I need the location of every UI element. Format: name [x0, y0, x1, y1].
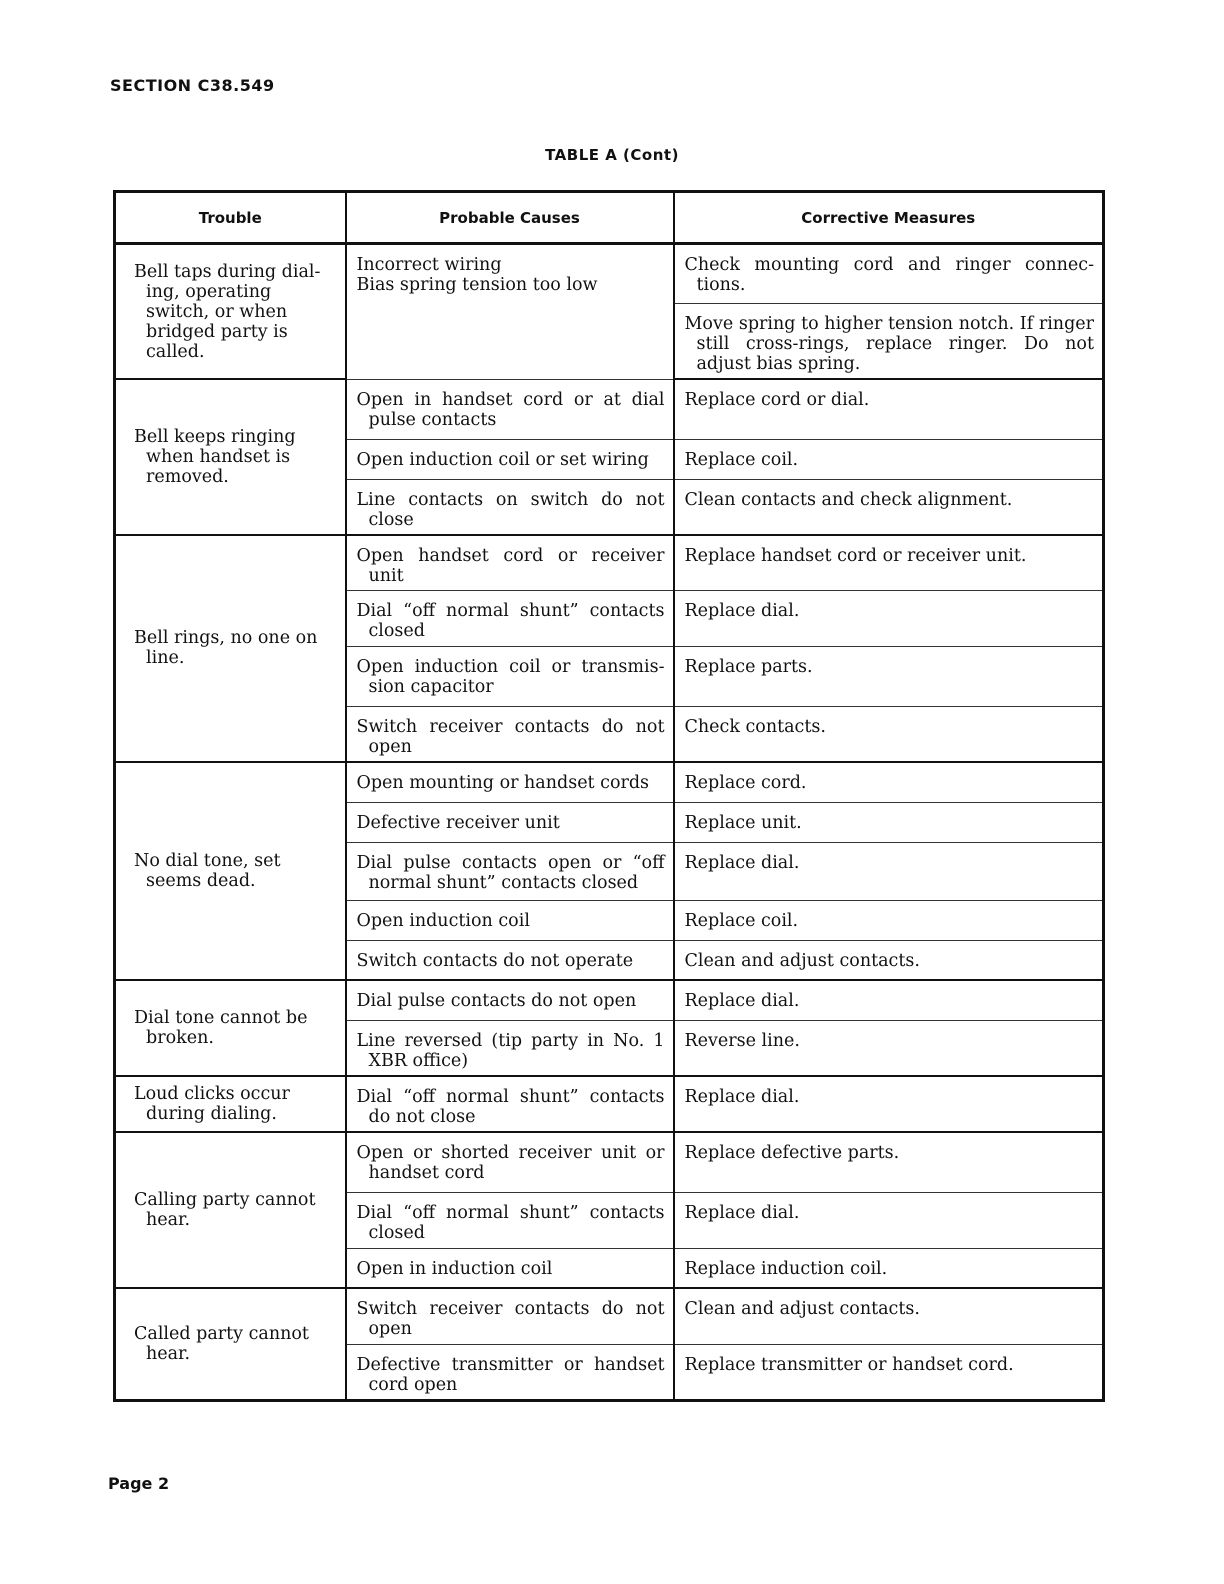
- measure-cell: [674, 980, 1104, 1020]
- table-body: [115, 244, 1104, 1401]
- trouble-cell: [115, 1076, 346, 1132]
- measure-text: Replace cord.: [684, 773, 807, 793]
- measure-cell: [674, 439, 1104, 479]
- measure-cell: [674, 762, 1104, 802]
- cause-cell: [346, 900, 674, 940]
- cause-cell: [346, 379, 674, 439]
- measure-text: Replace dial.: [684, 852, 800, 873]
- measure-text: Reverse line.: [684, 1030, 800, 1051]
- trouble-cell: [115, 762, 346, 980]
- cause-cell: [346, 1132, 674, 1192]
- measure-cell: [674, 479, 1104, 535]
- trouble-text: Bell rings, no one on line.: [134, 628, 318, 669]
- measure-cell: [674, 940, 1104, 980]
- table-row: [115, 1132, 1104, 1192]
- cause-cell: [346, 647, 674, 707]
- measure-cell: [674, 244, 1104, 304]
- cause-text-line: Bias spring tension too low: [356, 275, 598, 295]
- table-row: [115, 1076, 1104, 1132]
- section-header: SECTION C38.549: [110, 76, 275, 95]
- cause-text: Dial “off normal shunt” contacts closed: [356, 1202, 665, 1243]
- trouble-text: No dial tone, set seems dead.: [134, 851, 281, 891]
- measure-text: Replace parts.: [684, 657, 813, 677]
- cause-text: Switch contacts do not operate: [356, 950, 634, 971]
- measure-cell: [674, 379, 1104, 439]
- cause-cell: [346, 479, 674, 535]
- trouble-text: Dial tone cannot be broken.: [134, 1008, 308, 1048]
- cause-text: Dial pulse contacts open or “off normal shunt” contacts closed: [356, 852, 665, 893]
- measure-text: Replace cord or dial.: [684, 390, 870, 410]
- measure-cell: [674, 900, 1104, 940]
- measure-text: Clean and adjust contacts.: [684, 1299, 920, 1319]
- measure-text: Check mounting cord and ringer connec-tions.: [684, 255, 1094, 295]
- cause-text: Open mounting or handset cords: [356, 773, 650, 793]
- trouble-cell: [115, 1288, 346, 1400]
- cause-cell: [346, 1076, 674, 1132]
- measure-cell: [674, 1248, 1104, 1288]
- trouble-cell: [115, 244, 346, 380]
- cause-text: Switch receiver contacts do not open: [356, 717, 665, 757]
- cause-text: Switch receiver contacts do not open: [356, 1299, 665, 1339]
- cause-text: Line reversed (tip party in No. 1 XBR office): [356, 1030, 665, 1071]
- measure-cell: [674, 591, 1104, 647]
- measure-text: Move spring to higher tension notch. If ringer still cross-rings, replace ringer. Do not adjust bias spring.: [684, 314, 1094, 374]
- cause-cell: [346, 980, 674, 1020]
- cause-cell: [346, 842, 674, 900]
- trouble-cell: [115, 535, 346, 763]
- measure-cell: [674, 1132, 1104, 1192]
- trouble-cell: [115, 379, 346, 535]
- table-row: [115, 762, 1104, 802]
- cause-text: Dial “off normal shunt” contacts do not close: [356, 1087, 665, 1127]
- measure-cell: [674, 1192, 1104, 1248]
- cause-text: Open handset cord or receiver unit: [356, 545, 665, 586]
- measure-cell: [674, 647, 1104, 707]
- cause-text: Dial pulse contacts do not open: [356, 991, 637, 1011]
- cause-text: Defective receiver unit: [356, 812, 560, 833]
- measure-text: Replace dial.: [684, 601, 800, 621]
- measure-text: Replace defective parts.: [684, 1143, 900, 1163]
- trouble-cell: [115, 980, 346, 1076]
- measure-text: Clean and adjust contacts.: [684, 950, 920, 971]
- measure-text: Replace handset cord or receiver unit.: [684, 545, 1027, 566]
- cause-text: Open in induction coil: [356, 1258, 553, 1279]
- column-header-causes: Probable Causes: [346, 192, 674, 244]
- measure-cell: [674, 1076, 1104, 1132]
- measure-cell: [674, 1020, 1104, 1076]
- cause-cell: [346, 1020, 674, 1076]
- cause-cell: [346, 707, 674, 763]
- page-number: Page 2: [108, 1474, 170, 1493]
- measure-text: Replace transmitter or handset cord.: [684, 1354, 1014, 1375]
- column-header-measures: Corrective Measures: [674, 192, 1104, 244]
- cause-cell: [346, 1288, 674, 1344]
- cause-text: Defective transmitter or handset cord open: [356, 1354, 665, 1395]
- measure-text: Check contacts.: [684, 717, 826, 737]
- trouble-text: Loud clicks occur during dialing.: [134, 1084, 290, 1124]
- cause-text: Line contacts on switch do not close: [356, 489, 665, 530]
- cause-text: Open induction coil or set wiring: [356, 449, 649, 470]
- measure-text: Replace dial.: [684, 1202, 800, 1223]
- cause-text: Dial “off normal shunt” contacts closed: [356, 601, 665, 641]
- measure-cell: [674, 1288, 1104, 1344]
- trouble-text: Called party cannot hear.: [134, 1323, 309, 1364]
- table-row: [115, 379, 1104, 439]
- trouble-cell: [115, 1132, 346, 1288]
- cause-cell: [346, 1344, 674, 1400]
- column-header-trouble: Trouble: [115, 192, 346, 244]
- measure-cell: [674, 304, 1104, 380]
- cause-cell: [346, 762, 674, 802]
- measure-cell: [674, 707, 1104, 763]
- measure-text: Replace induction coil.: [684, 1258, 888, 1279]
- cause-cell: [346, 940, 674, 980]
- measure-text: Replace coil.: [684, 910, 799, 931]
- cause-text: Open induction coil: [356, 910, 530, 931]
- table-row: [115, 535, 1104, 591]
- cause-cell: [346, 244, 674, 380]
- cause-text: Open or shorted receiver unit or handset cord: [356, 1143, 665, 1183]
- cause-cell: [346, 1248, 674, 1288]
- cause-text-line: Incorrect wiring: [356, 255, 502, 275]
- measure-cell: [674, 842, 1104, 900]
- table-title: TABLE A (Cont): [545, 146, 679, 164]
- cause-cell: [346, 1192, 674, 1248]
- cause-text: Open in handset cord or at dial pulse contacts: [356, 389, 665, 430]
- table-row: [115, 980, 1104, 1020]
- cause-cell: [346, 535, 674, 591]
- cause-cell: [346, 439, 674, 479]
- cause-text: Open induction coil or transmis-sion capacitor: [356, 657, 665, 697]
- trouble-table: [113, 190, 1105, 1402]
- measure-text: Replace dial.: [684, 1087, 800, 1107]
- measure-text: Replace unit.: [684, 812, 802, 833]
- measure-text: Replace dial.: [684, 991, 800, 1011]
- cause-cell: [346, 802, 674, 842]
- measure-cell: [674, 1344, 1104, 1400]
- measure-cell: [674, 535, 1104, 591]
- table-header-row: [115, 192, 1104, 244]
- measure-text: Replace coil.: [684, 449, 799, 470]
- measure-text: Clean contacts and check alignment.: [684, 489, 1013, 510]
- table-row: [115, 1288, 1104, 1344]
- trouble-text: Bell taps during dial-ing, operating switch, or when bridged party is called.: [134, 261, 321, 362]
- cause-cell: [346, 591, 674, 647]
- trouble-text: Calling party cannot hear.: [134, 1190, 316, 1230]
- measure-cell: [674, 802, 1104, 842]
- trouble-text: Bell keeps ringing when handset is removed.: [134, 426, 296, 487]
- table-row: [115, 244, 1104, 304]
